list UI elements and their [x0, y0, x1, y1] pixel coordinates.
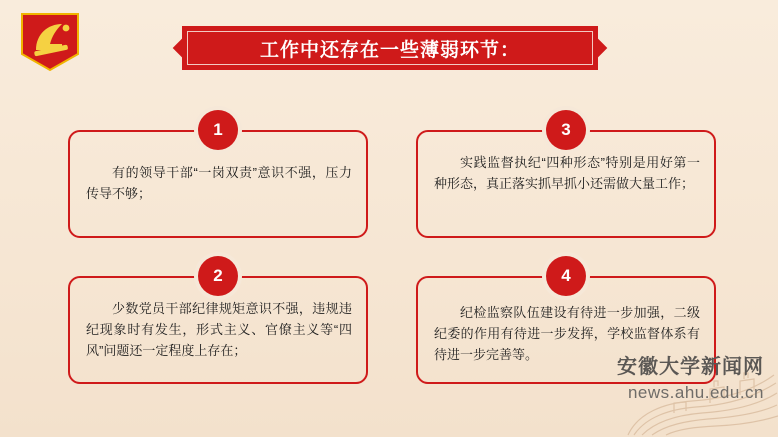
card-body-text: 纪检监察队伍建设有待进一步加强，二级纪委的作用有待进一步发挥，学校监督体系有待进一步完善等。: [434, 305, 700, 363]
cards-container: [68, 118, 718, 378]
watermark-en: news.ahu.edu.cn: [627, 383, 764, 402]
point-card-1: [68, 120, 368, 238]
party-emblem-icon: [16, 10, 90, 76]
watermark-cn: 安徽大学新闻网: [617, 356, 764, 378]
slide-title-banner: [182, 26, 598, 70]
banner-notch-right: [585, 37, 608, 60]
card-number-badge: 4: [546, 256, 586, 296]
point-card-2: [68, 266, 368, 384]
point-card-3: [416, 120, 716, 238]
card-body-text: 有的领导干部“一岗双责”意识不强，压力传导不够；: [86, 165, 352, 202]
page-title: 工作中还存在一些薄弱环节：: [259, 39, 520, 61]
card-body-text: 实践监督执纪“四种形态”特别是用好第一种形态，真正落实抓早抓小还需做大量工作；: [434, 155, 700, 192]
point-card-4: [416, 266, 716, 384]
card-number-badge: 3: [546, 110, 586, 150]
card-number-badge: 1: [198, 110, 238, 150]
banner-notch-left: [173, 37, 196, 60]
card-number-badge: 2: [198, 256, 238, 296]
card-body-text: 少数党员干部纪律规矩意识不强，违规违纪现象时有发生，形式主义、官僚主义等“四风”问题还一定程度上存在；: [86, 301, 352, 359]
